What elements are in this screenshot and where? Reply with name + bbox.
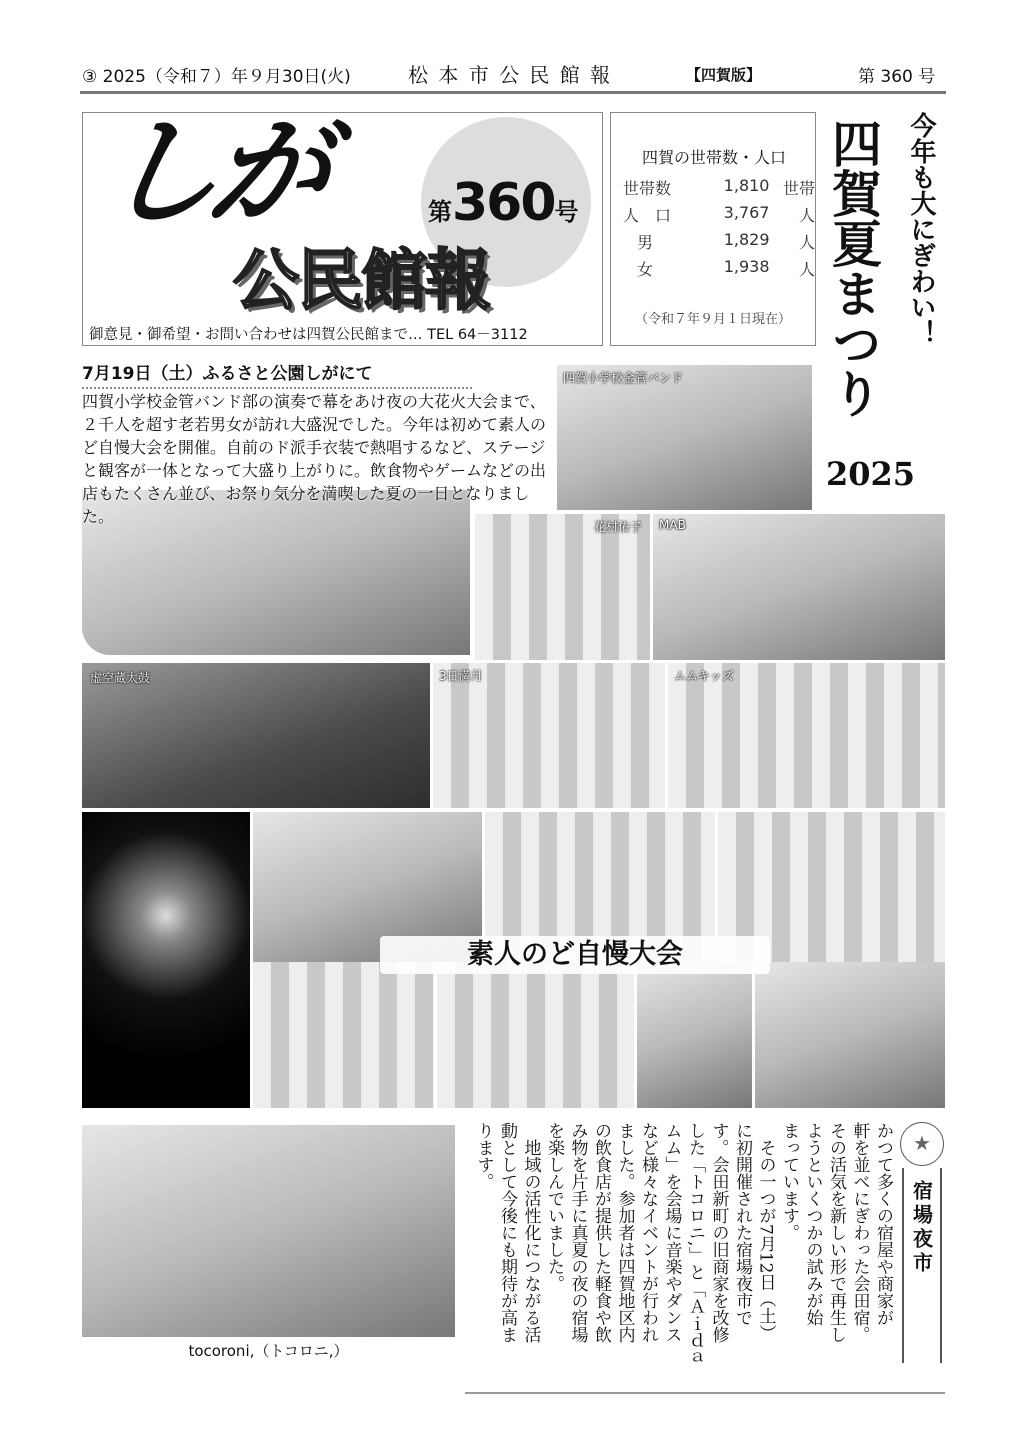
fireworks-photo bbox=[82, 812, 250, 1108]
street-caption: tocoroni,（トコロニ,） bbox=[188, 1342, 349, 1360]
photo-caption: 四賀小学校金管バンド bbox=[563, 371, 684, 385]
nodo-photo bbox=[253, 962, 434, 1108]
taiko-photo bbox=[82, 663, 430, 808]
header-rule bbox=[80, 91, 946, 94]
row-label: 人 口 bbox=[623, 206, 672, 225]
text-column: まっています。 bbox=[779, 1122, 799, 1241]
masthead-logo: しが bbox=[93, 103, 329, 241]
article-body: 四賀小学校金管バンド部の演奏で幕をあけ夜の大花火大会まで、２千人を超す老若男女が訪れ大盛況でした。今年は初めて素人のど自慢大会を開催。自前のド派手衣装で熱唱するなど、ステージと観客が一体となって大盛り上がりに。飲食物やゲームなどの出店もたくさん並び、お祭り気分を満喫した夏の一日となりました。 bbox=[82, 392, 547, 526]
issue-badge bbox=[428, 175, 579, 232]
text-column: その活気を新しい形で再生し bbox=[826, 1122, 846, 1343]
row-label: 女 bbox=[637, 260, 654, 279]
text-column: 軒を並べにぎわった会田宿。 bbox=[849, 1122, 870, 1343]
row-unit: 人 bbox=[799, 206, 816, 225]
masthead-subtitle: 公民館報 bbox=[233, 242, 489, 319]
photo-caption: 虚空蔵太鼓 bbox=[90, 671, 151, 685]
mangetsu-photo bbox=[433, 663, 665, 808]
population-row bbox=[623, 203, 815, 226]
stars-icon: ★ bbox=[900, 1122, 944, 1166]
nodo-banner: 素人のど自慢大会 bbox=[380, 936, 770, 974]
nodo-photo bbox=[437, 962, 634, 1108]
population-note: （令和７年９月１日現在） bbox=[634, 312, 791, 327]
text-column: 地域の活性化につながる活 bbox=[520, 1122, 541, 1343]
population-row bbox=[623, 230, 815, 253]
text-column: した「トコロニ,」と「Ａｉｄａ bbox=[685, 1122, 705, 1366]
feature-title: 四賀夏まつり bbox=[824, 118, 882, 418]
article-headline: 7月19日（土）ふるさと公園しがにて bbox=[82, 359, 472, 389]
row-unit: 人 bbox=[798, 260, 815, 279]
text-column: ました。参加者は四賀地区内 bbox=[614, 1122, 635, 1343]
hanamura-photo bbox=[475, 514, 650, 660]
photo-caption: 3日満月 bbox=[439, 669, 483, 683]
row-value: 1,810 bbox=[723, 176, 770, 195]
feature-tagline: 今年も大にぎわい！ bbox=[906, 112, 936, 346]
text-column: す。会田新町の旧商家を改修 bbox=[708, 1122, 729, 1343]
band-photo bbox=[557, 365, 812, 510]
population-row bbox=[623, 176, 815, 199]
row-value: 3,767 bbox=[723, 203, 770, 222]
edition: 【四賀版】 bbox=[686, 66, 762, 84]
mumu-photo bbox=[668, 663, 945, 808]
text-column: ります。 bbox=[473, 1122, 494, 1190]
population-row bbox=[623, 257, 815, 280]
text-column: ようといくつかの試みが始 bbox=[802, 1122, 823, 1326]
photo-caption: ムムキッズ bbox=[674, 669, 734, 683]
text-column: かつて多くの宿屋や商家が bbox=[873, 1122, 893, 1326]
night-market-body bbox=[471, 1122, 894, 1386]
contact-line: 御意見・御希望・お問い合わせは四賀公民館まで… TEL 64－3112 bbox=[89, 327, 528, 343]
text-column: を楽しんでいました。 bbox=[544, 1122, 564, 1292]
issue-number-large: 360 bbox=[452, 173, 555, 233]
text-column: その一つが7月12日（土） bbox=[755, 1122, 776, 1342]
row-unit: 世帯 bbox=[783, 179, 816, 198]
bottom-rule bbox=[465, 1392, 945, 1394]
nodo-photo bbox=[637, 962, 752, 1108]
row-label: 男 bbox=[637, 233, 654, 252]
text-column: の飲食店が提供した軽食や飲 bbox=[591, 1122, 611, 1343]
photo-caption: MAB bbox=[659, 518, 686, 532]
text-column: 動として今後にも期待が高ま bbox=[497, 1122, 517, 1343]
row-unit: 人 bbox=[798, 233, 815, 252]
nodo-photo bbox=[755, 962, 945, 1108]
issue-suffix: 号 bbox=[554, 198, 579, 226]
population-title: 四賀の世帯数・人口 bbox=[641, 148, 786, 167]
issue-number: 第 360 号 bbox=[858, 67, 936, 87]
feature-year: 2025 bbox=[826, 455, 916, 493]
photo-caption: 花村佑子 bbox=[593, 520, 642, 534]
night-market-title: 宿場夜市 bbox=[909, 1180, 934, 1276]
text-column: ムム」を会場に音楽やダンス bbox=[661, 1122, 682, 1343]
text-column: み物を片手に真夏の夜の宿場 bbox=[567, 1122, 588, 1343]
night-market-title-box bbox=[902, 1168, 942, 1363]
issue-date: ③ 2025（令和７）年９月30日(火) bbox=[82, 67, 351, 87]
row-value: 1,938 bbox=[723, 257, 770, 276]
street-photo bbox=[82, 1125, 455, 1337]
issue-prefix: 第 bbox=[428, 198, 452, 226]
mab-photo bbox=[653, 514, 945, 660]
text-column: に初開催された宿場夜市で bbox=[732, 1122, 752, 1326]
masthead bbox=[82, 103, 603, 346]
text-column: など様々なイベントが行われ bbox=[638, 1122, 658, 1343]
population-box bbox=[610, 112, 816, 346]
row-label: 世帯数 bbox=[623, 179, 672, 198]
row-value: 1,829 bbox=[723, 230, 770, 249]
paper-name: 松 本 市 公 民 館 報 bbox=[408, 63, 613, 87]
